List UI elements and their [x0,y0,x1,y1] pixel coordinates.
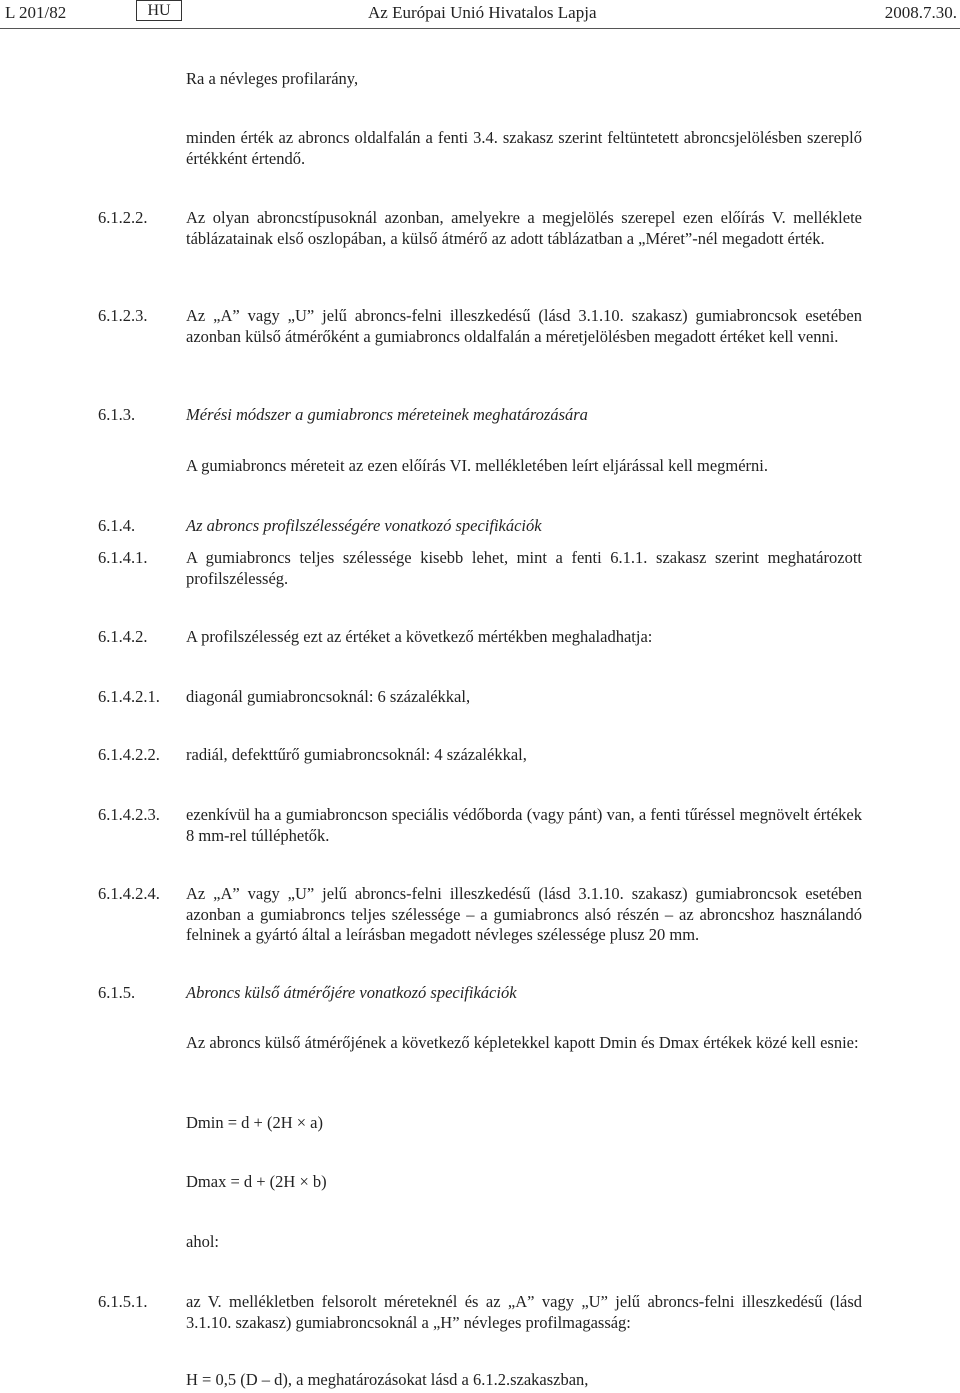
paragraph-text: A gumiabroncs méreteit az ezen előírás VI. mellékletében leírt eljárással kell megmérni. [186,456,769,475]
section-number: 6.1.4.1. [98,548,148,567]
formula-text: Dmin = d + (2H × a) [186,1113,323,1132]
section-number: 6.1.4.2.4. [98,884,160,903]
language-badge: HU [136,0,182,21]
paragraph-text: radiál, defekttűrő gumiabroncsoknál: 4 százalékkal, [186,745,527,764]
paragraph-text: ezenkívül ha a gumiabroncson speciális védőborda (vagy pánt) van, a fenti tűréssel megnövelt értékek 8 mm-rel túlléphetők. [186,805,862,845]
section-number: 6.1.4. [98,516,136,535]
paragraph-text: Az abroncs külső átmérőjének a következő képletekkel kapott Dmin és Dmax értékek közé kell esnie: [186,1033,859,1052]
paragraph-text: Az olyan abroncstípusoknál azonban, amelyekre a megjelölés szerepel ezen előírás V. melléklete táblázatainak első oszlopában, a külső átmérő az adott táblázatban a „Méret”-nél megadott érték. [186,208,862,248]
paragraph-text: A gumiabroncs teljes szélessége kisebb lehet, mint a fenti 6.1.1. szakasz szerint meghatározott profilszélesség. [186,548,862,588]
section-number: 6.1.4.2.2. [98,745,160,764]
paragraph-text: Ra a névleges profilarány, [186,69,359,88]
section-number: 6.1.5. [98,983,136,1002]
section-heading: Az abroncs profilszélességére vonatkozó specifikációk [186,516,542,535]
section-number: 6.1.4.2.1. [98,687,160,706]
section-heading: Abroncs külső átmérőjére vonatkozó specifikációk [186,983,517,1002]
section-number: 6.1.4.2.3. [98,805,160,824]
paragraph-text: A profilszélesség ezt az értéket a következő mértékben meghaladhatja: [186,627,653,646]
header-rule [0,28,960,29]
paragraph-text: Az „A” vagy „U” jelű abroncs-felni illeszkedésű (lásd 3.1.10. szakasz) gumiabroncsok esetében azonban külső átmérőként a gumiabroncs oldalfalán a méretjelölésben megadott értéket kell venni. [186,306,862,346]
section-number: 6.1.2.3. [98,306,148,325]
journal-title: Az Európai Unió Hivatalos Lapja [368,3,597,22]
page-reference: L 201/82 [5,3,67,22]
section-number: 6.1.4.2. [98,627,148,646]
paragraph-text: Az „A” vagy „U” jelű abroncs-felni illeszkedésű (lásd 3.1.10. szakasz) gumiabroncsok esetében azonban a gumiabroncs teljes szélessége – a gumiabroncs alsó részén – az abroncshoz használandó felninek a gyártó által a leírásban megadott névleges szélessége plusz 20 mm. [186,884,862,944]
paragraph-text: minden érték az abroncs oldalfalán a fenti 3.4. szakasz szerint feltüntetett abroncsjelölésben szereplő értékként értendő. [186,128,862,168]
formula-text: Dmax = d + (2H × b) [186,1172,327,1191]
paragraph-text: az V. mellékletben felsorolt méreteknél és az „A” vagy „U” jelű abroncs-felni illeszkedésű (lásd 3.1.10. szakasz) gumiabroncsoknál a „H” névleges profilmagasság: [186,1292,862,1332]
publication-date: 2008.7.30. [884,3,957,22]
section-heading: Mérési módszer a gumiabroncs méreteinek meghatározására [186,405,588,424]
section-number: 6.1.2.2. [98,208,148,227]
section-number: 6.1.3. [98,405,136,424]
paragraph-text: ahol: [186,1232,219,1251]
formula-text: H = 0,5 (D – d), a meghatározásokat lásd a 6.1.2.szakaszban, [186,1370,589,1389]
paragraph-text: diagonál gumiabroncsoknál: 6 százalékkal, [186,687,471,706]
page-header [0,0,960,26]
section-number: 6.1.5.1. [98,1292,148,1311]
